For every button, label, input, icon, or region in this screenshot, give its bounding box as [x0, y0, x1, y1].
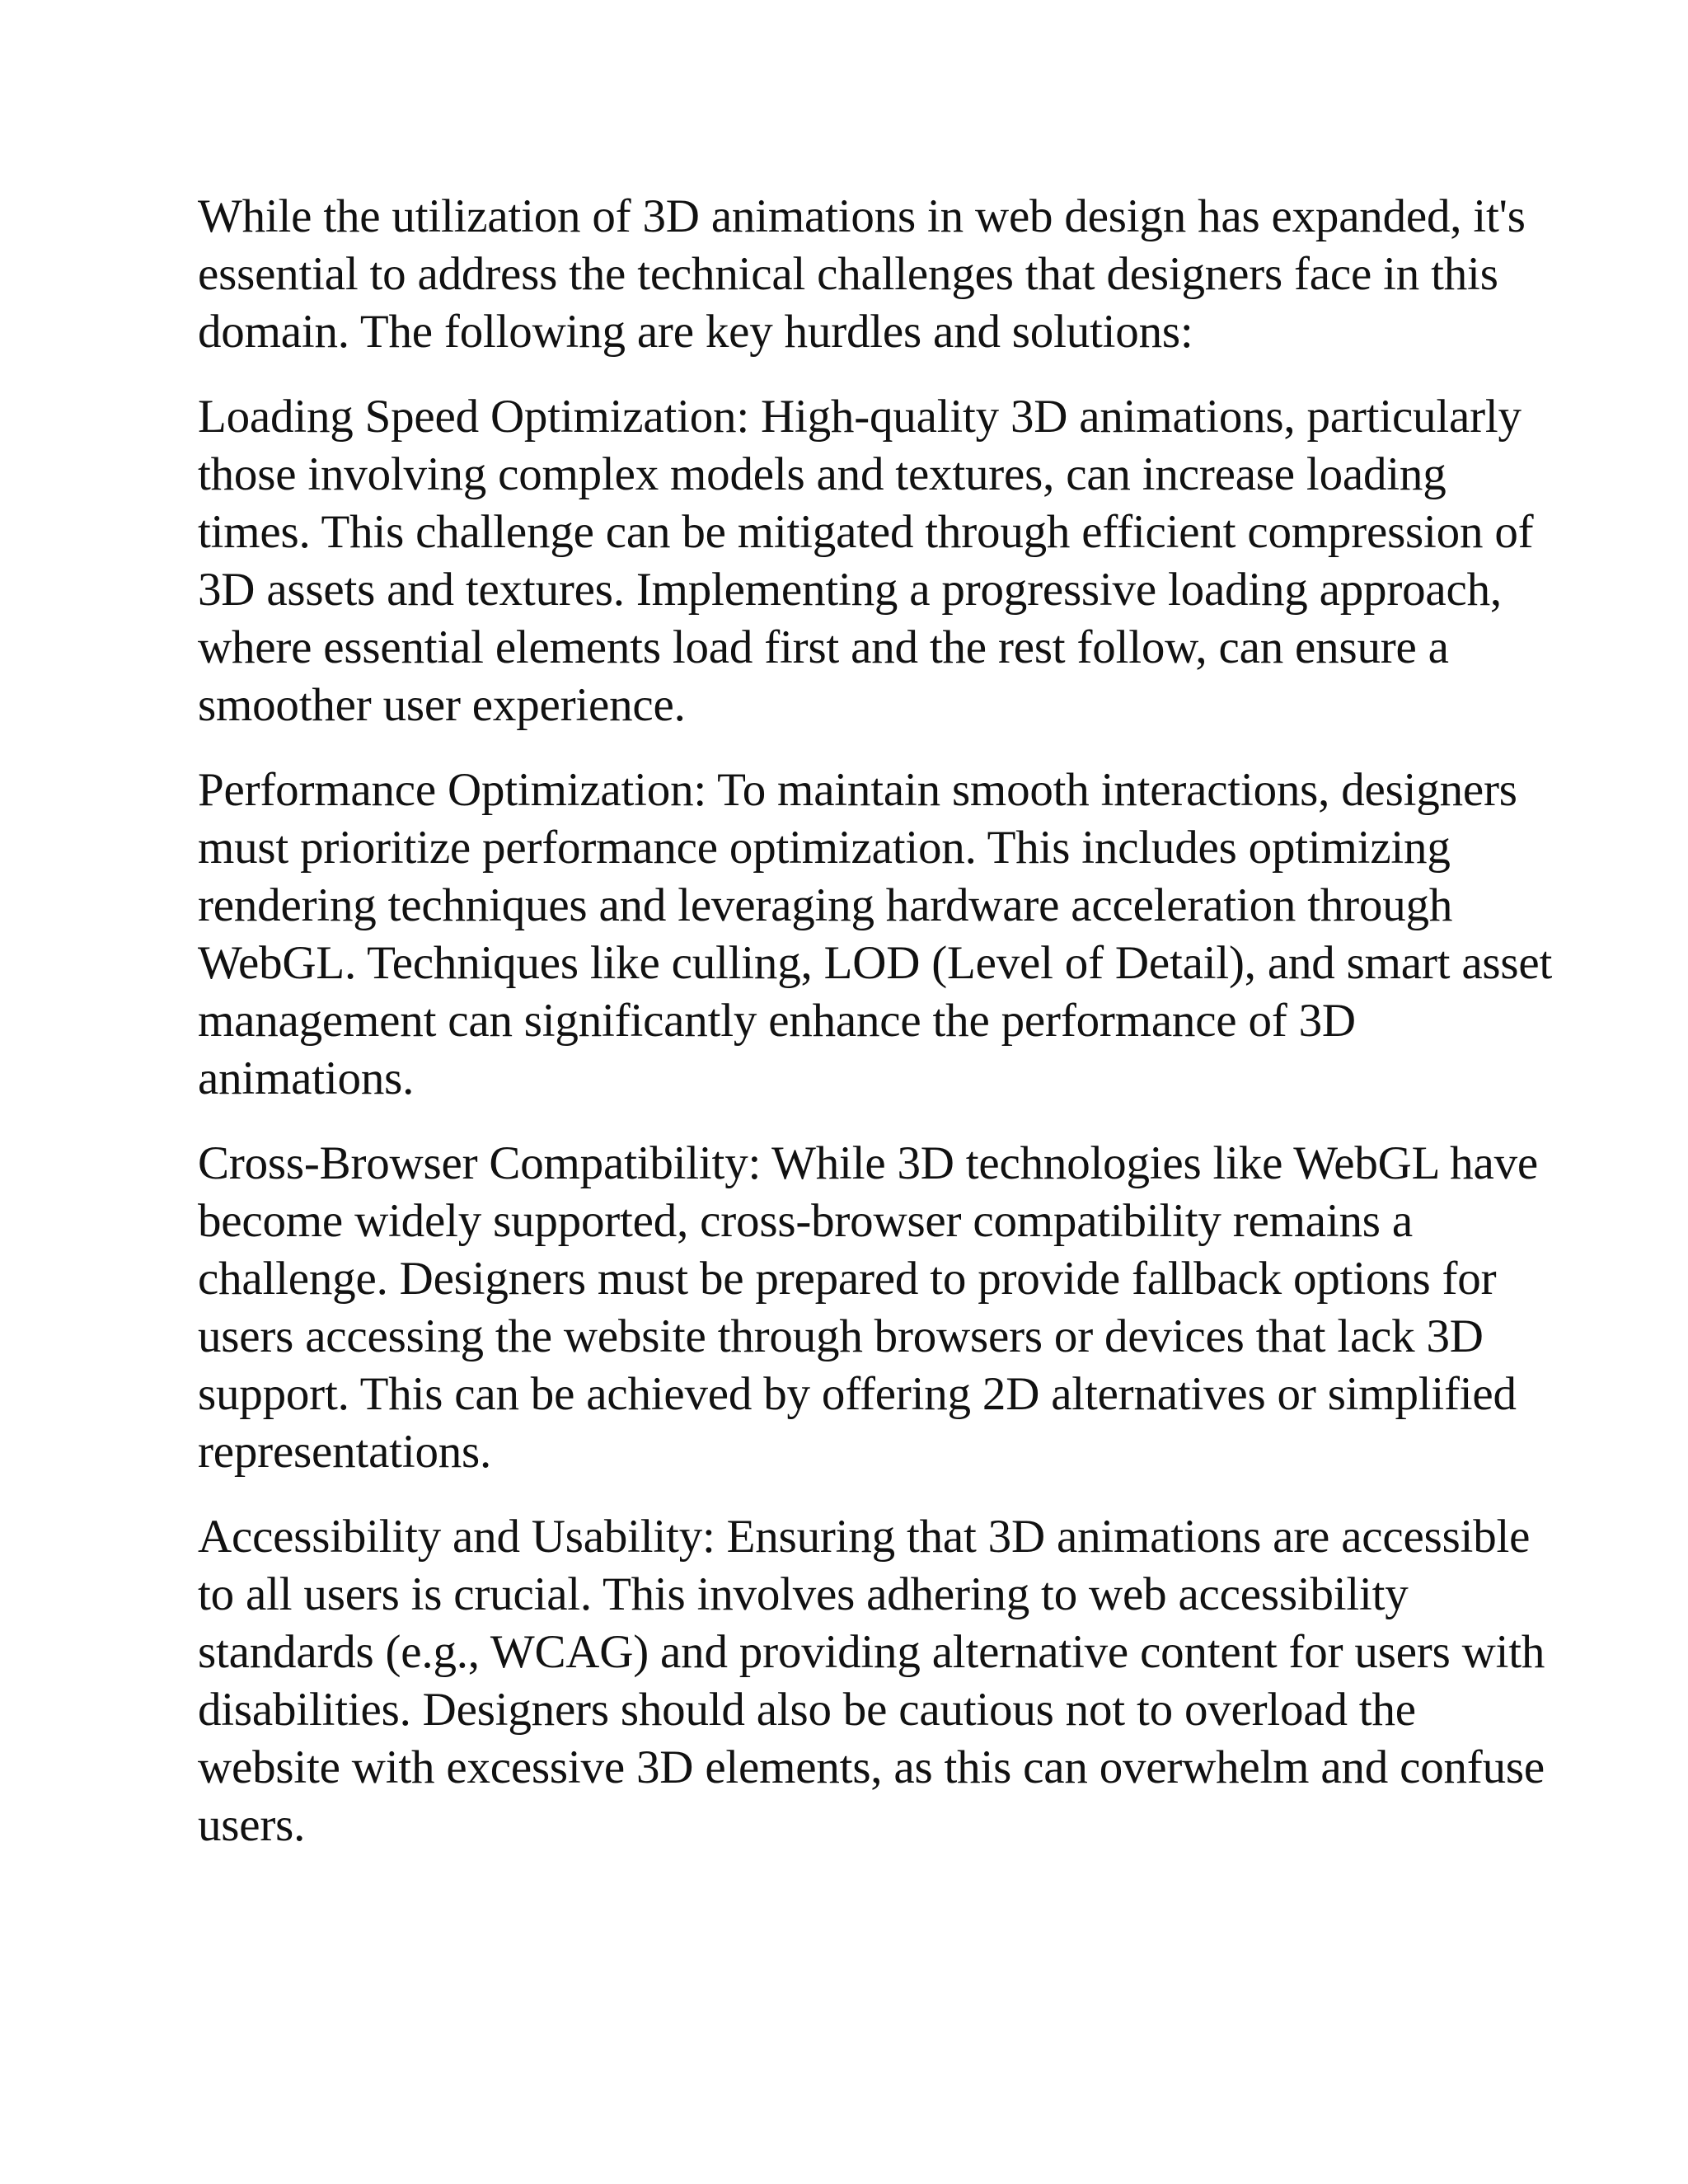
text-line: must prioritize performance optimization. This includes optimizing — [198, 822, 1451, 874]
paragraph-accessibility — [198, 1508, 1545, 1854]
text-line: Loading Speed Optimization: High-quality 3D animations, particularly — [198, 391, 1522, 443]
paragraph-intro — [198, 188, 1526, 361]
text-line: While the utilization of 3D animations in web design has expanded, it's — [198, 190, 1526, 242]
text-line: times. This challenge can be mitigated through efficient compression of — [198, 506, 1534, 558]
text-line: essential to address the technical challenges that designers face in this — [198, 248, 1498, 300]
text-line: standards (e.g., WCAG) and providing alternative content for users with — [198, 1626, 1545, 1678]
text-line: users. — [198, 1799, 306, 1851]
text-line: disabilities. Designers should also be cautious not to overload the — [198, 1684, 1416, 1736]
text-line: Performance Optimization: To maintain smooth interactions, designers — [198, 764, 1517, 816]
text-line: rendering techniques and leveraging hardware acceleration through — [198, 879, 1453, 931]
text-line: those involving complex models and textures, can increase loading — [198, 448, 1447, 500]
text-line: Cross-Browser Compatibility: While 3D technologies like WebGL have — [198, 1137, 1538, 1189]
text-line: to all users is crucial. This involves adhering to web accessibility — [198, 1568, 1409, 1620]
text-line: support. This can be achieved by offering 2D alternatives or simplified — [198, 1368, 1517, 1420]
text-line: become widely supported, cross-browser compatibility remains a — [198, 1195, 1413, 1247]
text-line: management can significantly enhance the performance of 3D — [198, 995, 1356, 1047]
text-line: 3D assets and textures. Implementing a progressive loading approach, — [198, 564, 1502, 616]
paragraph-loading-speed — [198, 388, 1534, 734]
text-line: users accessing the website through browsers or devices that lack 3D — [198, 1310, 1484, 1362]
document-body — [198, 188, 1553, 1882]
text-line: Accessibility and Usability: Ensuring that 3D animations are accessible — [198, 1511, 1531, 1563]
text-line: representations. — [198, 1426, 492, 1478]
paragraph-cross-browser — [198, 1135, 1538, 1481]
text-line: smoother user experience. — [198, 679, 686, 731]
text-line: challenge. Designers must be prepared to provide fallback options for — [198, 1253, 1497, 1305]
text-line: WebGL. Techniques like culling, LOD (Level of Detail), and smart asset — [198, 937, 1553, 989]
text-line: animations. — [198, 1052, 415, 1104]
text-line: website with excessive 3D elements, as this can overwhelm and confuse — [198, 1741, 1545, 1793]
text-line: domain. The following are key hurdles and solutions: — [198, 306, 1193, 358]
text-line: where essential elements load first and the rest follow, can ensure a — [198, 621, 1449, 673]
paragraph-performance — [198, 762, 1553, 1108]
